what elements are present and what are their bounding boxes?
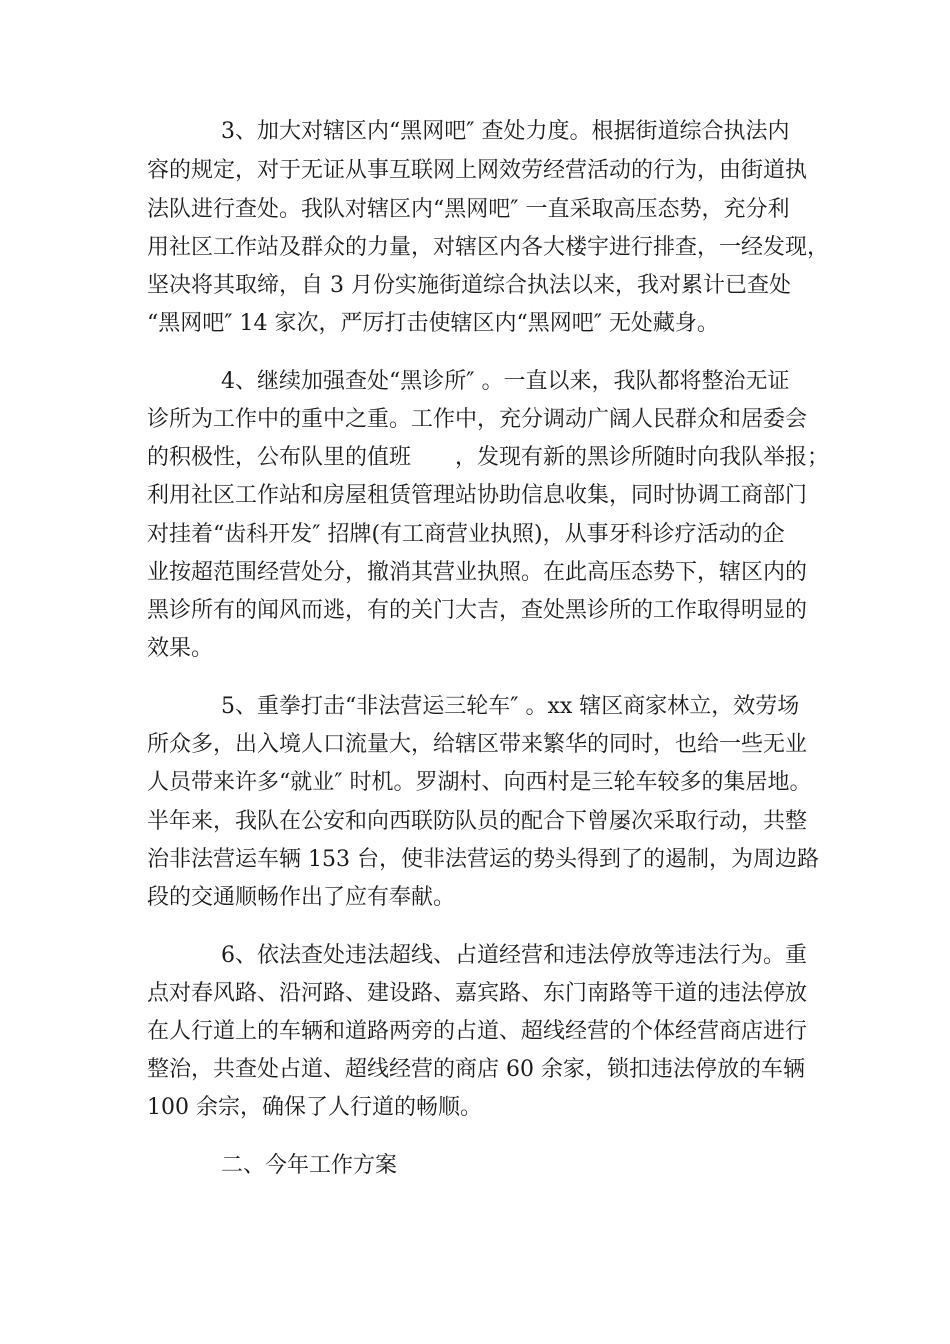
text-line: 业按超范围经营处分，撤消其营业执照。在此高压态势下，辖区内的 xyxy=(147,560,808,585)
text-line: 5、重拳打击“非法营运三轮车″ 。xx 辖区商家林立，效劳场 xyxy=(221,694,800,719)
text-line: 人员带来许多“就业″ 时机。罗湖村、向西村是三轮车较多的集居地。 xyxy=(147,770,812,795)
text-line: 法队进行查处。我队对辖区内“黑网吧″ 一直采取高压态势，充分利 xyxy=(147,197,790,222)
text-line: 诊所为工作中的重中之重。工作中，充分调动广阔人民群众和居委会 xyxy=(147,407,808,432)
text-line: 段的交通顺畅作出了应有奉献。 xyxy=(147,885,456,910)
text-line: 容的规定，对于无证从事互联网上网效劳经营活动的行为，由街道执 xyxy=(147,158,808,183)
text-line: 治非法营运车辆 153 台，使非法营运的势头得到了的遏制，为周边路 xyxy=(147,847,819,872)
heading-line: 二、今年工作方案 xyxy=(221,1153,398,1178)
text-line: 3、加大对辖区内“黑网吧″ 查处力度。根据街道综合执法内 xyxy=(221,119,790,144)
text-line: 100 余宗，确保了人行道的畅顺。 xyxy=(147,1095,482,1120)
text-line: 用社区工作站及群众的力量，对辖区内各大楼宇进行排查，一经发现， xyxy=(147,235,830,260)
text-line: 点对春风路、沿河路、建设路、嘉宾路、东门南路等干道的违法停放 xyxy=(147,981,808,1006)
text-line: 效果。 xyxy=(147,636,214,661)
text-line: 6、依法查处违法超线、占道经营和违法停放等违法行为。重 xyxy=(221,943,807,968)
text-line: 对挂着“齿科开发″ 招牌(有工商营业执照)，从事牙科诊疗活动的企 xyxy=(147,522,785,547)
text-line: “黑网吧″ 14 家次，严厉打击使辖区内“黑网吧″ 无处藏身。 xyxy=(147,311,719,336)
text-line: 坚决将其取缔，自 3 月份实施街道综合执法以来，我对累计已查处 xyxy=(147,273,791,298)
text-line: 的积极性，公布队里的值班 ，发现有新的黑诊所随时向我队举报； xyxy=(147,445,830,470)
text-line: 4、继续加强查处“黑诊所″ 。一直以来，我队都将整治无证 xyxy=(221,369,790,394)
text-line: 整治，共查处占道、超线经营的商店 60 余家，锁扣违法停放的车辆 xyxy=(147,1057,805,1082)
text-line: 所众多，出入境人口流量大，给辖区带来繁华的同时，也给一些无业 xyxy=(147,732,808,757)
text-line: 黑诊所有的闻风而逃，有的关门大吉，查处黑诊所的工作取得明显的 xyxy=(147,598,808,623)
text-line: 利用社区工作站和房屋租赁管理站协助信息收集，同时协调工商部门 xyxy=(147,483,808,508)
text-line: 半年来，我队在公安和向西联防队员的配合下曾屡次采取行动，共整 xyxy=(147,809,808,834)
text-line: 在人行道上的车辆和道路两旁的占道、超线经营的个体经营商店进行 xyxy=(147,1019,808,1044)
